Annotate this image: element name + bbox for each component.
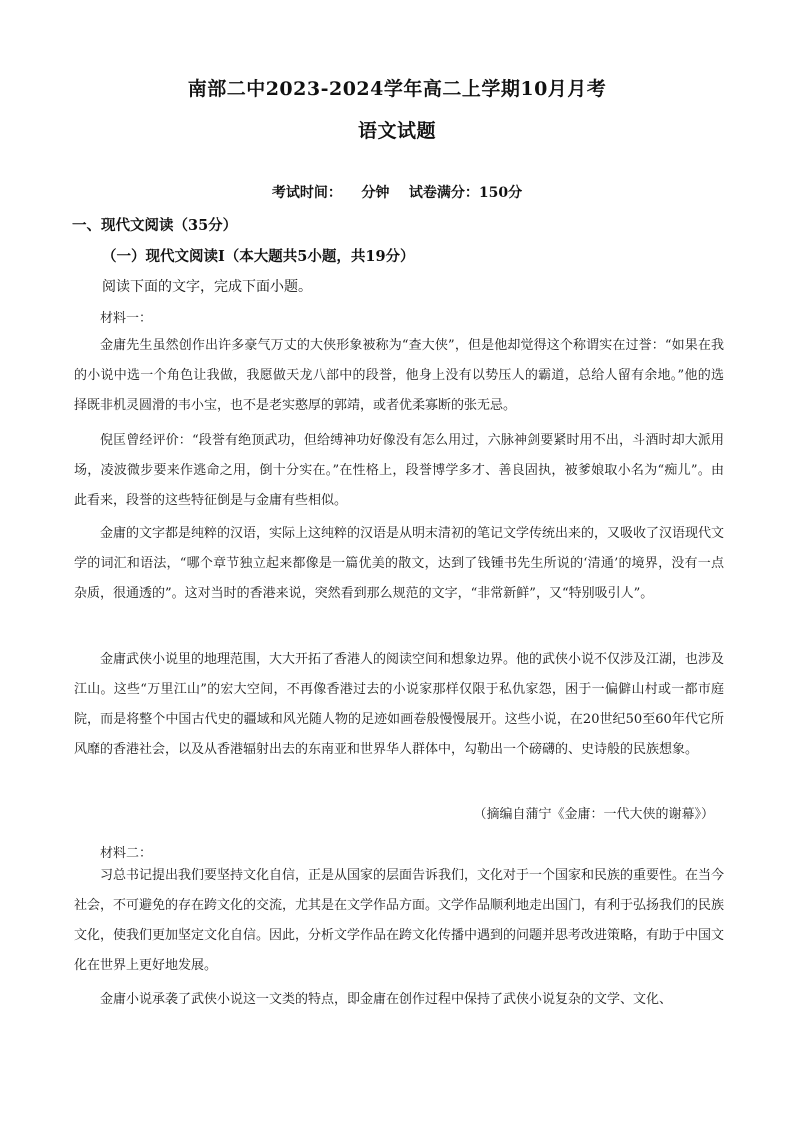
reading-instruction: 阅读下面的文字，完成下面小题。 bbox=[102, 279, 312, 295]
subsection-heading: （一）现代文阅读Ⅰ（本大题共5小题，共19分） bbox=[102, 248, 415, 265]
material-two-label: 材料二： bbox=[100, 846, 153, 861]
paragraph: 倪匡曾经评价：“段誉有绝顶武功，但给缚神功好像没有怎么用过，六脉神剑要紧时用不出，斗酒时却大派用场，凌波微步要来作逃命之用，倒十分实在。”在性格上，段誉博学多才、善良固执，被爹娘取小名为“痴儿”。由此看来，段誉的这些特征倒是与金庸有些相似。 bbox=[74, 433, 724, 508]
source-citation: （摘编自蒲宁《金庸：一代大侠的谢幕》） bbox=[473, 807, 714, 822]
section-heading: 一、现代文阅读（35分） bbox=[72, 217, 238, 234]
paragraph: 金庸小说承袭了武侠小说这一文类的特点，即金庸在创作过程中保持了武侠小说复杂的文学、文化、 bbox=[100, 992, 673, 1007]
exam-subtitle: 语文试题 bbox=[357, 120, 436, 142]
paragraph: 金庸先生虽然创作出许多豪气万丈的大侠形象被称为“查大侠”，但是他却觉得这个称谓实在过誉：“如果在我的小说中选一个角色让我做，我愿做天龙八部中的段誉，他身上没有以势压人的霸道，总给人留有余地。”他的选择既非机灵圆滑的韦小宝，也不是老实憨厚的郭靖，或者优柔寡断的张无忌。 bbox=[74, 338, 724, 413]
material-one-label: 材料一： bbox=[100, 311, 153, 326]
paragraph: 金庸武侠小说里的地理范围，大大开拓了香港人的阅读空间和想象边界。他的武侠小说不仅涉及江湖，也涉及江山。这些“万里江山”的宏大空间，不再像香港过去的小说家那样仅限于私仇家怨，困于一偏僻山村或一都市庭院，而是将整个中国古代史的疆域和风光随人物的足迹如画卷般慢慢展开。这些小说，在20世纪50至60年代它所风靡的香港社会，以及从香港辐射出去的东南亚和世界华人群体中，勾勒出一个磅礴的、史诗般的民族想象。 bbox=[74, 652, 725, 757]
exam-title: 南部二中2023-2024学年高二上学期10月月考 bbox=[187, 78, 607, 100]
paragraph: 习总书记提出我们要坚持文化自信，正是从国家的层面告诉我们，文化对于一个国家和民族的重要性。在当今社会，不可避免的存在跨文化的交流，尤其是在文学作品方面。文学作品顺利地走出国门，有利于弘扬我们的民族文化，使我们更加坚定文化自信。因此，分析文学作品在跨文化传播中遇到的问题并思考改进策略，有助于中国文化在世界上更好地发展。 bbox=[74, 868, 725, 973]
paragraph: 金庸的文字都是纯粹的汉语，实际上这纯粹的汉语是从明末清初的笔记文学传统出来的，又吸收了汉语现代文学的词汇和语法，“哪个章节独立起来都像是一篇优美的散文，达到了钱锺书先生所说的‘清通’的境界，没有一点杂质，很通透的”。这对当时的香港来说，突然看到那么规范的文字，“非常新鲜”，又“特别吸引人”。 bbox=[74, 526, 725, 601]
exam-info: 考试时间： 分钟 试卷满分：150分 bbox=[271, 185, 523, 201]
